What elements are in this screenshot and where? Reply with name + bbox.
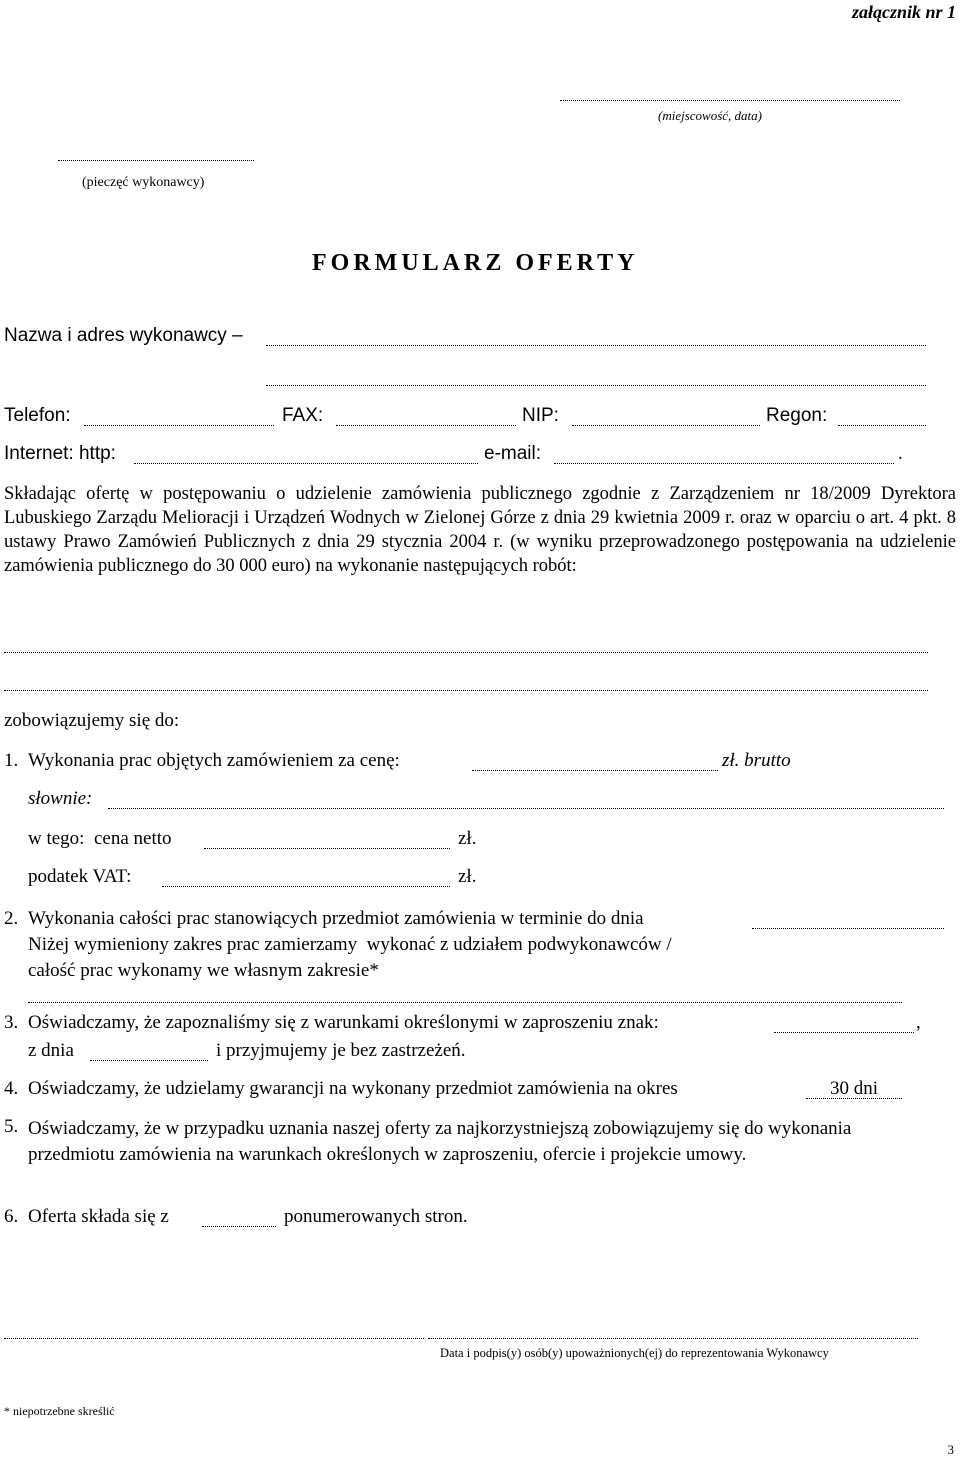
works-line-2[interactable] <box>4 690 928 691</box>
item-5-number: 5. <box>4 1116 19 1137</box>
email-field[interactable] <box>554 463 894 464</box>
item-1-number: 1. <box>4 750 19 771</box>
intro-paragraph: Składając ofertę w postępowaniu o udzielenie zamówienia publicznego zgodnie z Zarządzeniem nr 18/2009 Dyrektora Lubuskiego Zarządu Melioracji i Urządzeń Wodnych w Zielonej Górze z dnia 29 kwietnia 2009 r. oraz w oparciu o art. 4 pkt. 8 ustawy Prawo Zamówień Publicznych z dnia 29 stycznia 2004 r. (w wyniku przeprowadzonego postępowania na udzielenie zamówienia publicznego do 30 000 euro) na wykonanie następujących robót: <box>4 484 956 576</box>
signature-label: Data i podpis(y) osób(y) upoważnionych(ej) do reprezentowania Wykonawcy <box>440 1346 829 1360</box>
invitation-date-field[interactable] <box>90 1060 208 1061</box>
pages-field[interactable] <box>202 1226 276 1227</box>
item-1-text: Wykonania prac objętych zamówieniem za cenę: <box>28 750 400 771</box>
in-words-field[interactable] <box>108 808 944 809</box>
page-number: 3 <box>947 1442 954 1457</box>
warranty-value: 30 dni <box>830 1078 879 1099</box>
item-2-line-3: całość prac wykonamy we własnym zakresie* <box>28 960 379 981</box>
place-date-label: (miejscowość, data) <box>658 108 762 123</box>
commit-label: zobowiązujemy się do: <box>4 710 180 731</box>
internet-label: Internet: http: <box>4 443 116 464</box>
item-4-number: 4. <box>4 1078 19 1099</box>
item-2-line-2: Niżej wymieniony zakres prac zamierzamy wykonać z udziałem podwykonawców / <box>28 934 672 955</box>
item-3-rest: i przyjmujemy je bez zastrzeżeń. <box>216 1040 466 1061</box>
email-label: e-mail: <box>484 443 542 464</box>
email-end: . <box>898 443 903 464</box>
item-3-date-label: z dnia <box>28 1040 74 1061</box>
reference-field[interactable] <box>774 1032 914 1033</box>
net-price-field[interactable] <box>204 848 450 849</box>
form-title: FORMULARZ OFERTY <box>312 250 639 276</box>
nip-label: NIP: <box>522 405 559 426</box>
place-date-line <box>560 100 900 101</box>
item-3-number: 3. <box>4 1012 19 1033</box>
signature-field[interactable] <box>428 1338 918 1339</box>
price-gross-field[interactable] <box>472 770 718 771</box>
works-line-1[interactable] <box>4 652 928 653</box>
deadline-field[interactable] <box>752 928 944 929</box>
nip-field[interactable] <box>572 425 760 426</box>
attachment-label: załącznik nr 1 <box>851 2 956 22</box>
fax-field[interactable] <box>336 425 516 426</box>
in-words-label: słownie: <box>28 788 93 809</box>
phone-field[interactable] <box>84 425 274 426</box>
name-address-line-1[interactable] <box>266 345 926 346</box>
item-3-comma: , <box>916 1012 921 1033</box>
date-field[interactable] <box>4 1338 424 1339</box>
subcontract-field[interactable] <box>28 1002 902 1003</box>
net-price-unit: zł. <box>458 828 477 849</box>
item-2-text: Wykonania całości prac stanowiących przedmiot zamówienia w terminie do dnia <box>28 908 644 929</box>
regon-label: Regon: <box>766 405 828 426</box>
regon-field[interactable] <box>838 425 926 426</box>
item-3-text: Oświadczamy, że zapoznaliśmy się z warunkami określonymi w zaproszeniu znak: <box>28 1012 659 1033</box>
vat-field[interactable] <box>162 886 450 887</box>
item-2-number: 2. <box>4 908 19 929</box>
item-5-text: Oświadczamy, że w przypadku uznania naszej oferty za najkorzystniejszą zobowiązujemy się do wykonania przedmiotu zamówienia na warunkach określonych w zaproszeniu, ofercie i projekcie umowy. <box>28 1118 852 1165</box>
item-6-number: 6. <box>4 1206 19 1227</box>
currency-gross: zł. brutto <box>722 750 791 771</box>
internet-field[interactable] <box>134 463 478 464</box>
footnote: * niepotrzebne skreślić <box>4 1404 115 1418</box>
stamp-label: (pieczęć wykonawcy) <box>82 175 205 190</box>
fax-label: FAX: <box>282 405 324 426</box>
item-6-text: Oferta składa się z <box>28 1206 169 1227</box>
item-4-text: Oświadczamy, że udzielamy gwarancji na wykonany przedmiot zamówienia na okres <box>28 1078 678 1099</box>
net-price-label: w tego: cena netto <box>28 828 172 849</box>
name-address-label: Nazwa i adres wykonawcy – <box>4 325 243 346</box>
vat-unit: zł. <box>458 866 477 887</box>
name-address-line-2[interactable] <box>266 385 926 386</box>
stamp-line <box>58 160 254 161</box>
item-6-rest: ponumerowanych stron. <box>284 1206 468 1227</box>
phone-label: Telefon: <box>4 405 71 426</box>
vat-label: podatek VAT: <box>28 866 132 887</box>
